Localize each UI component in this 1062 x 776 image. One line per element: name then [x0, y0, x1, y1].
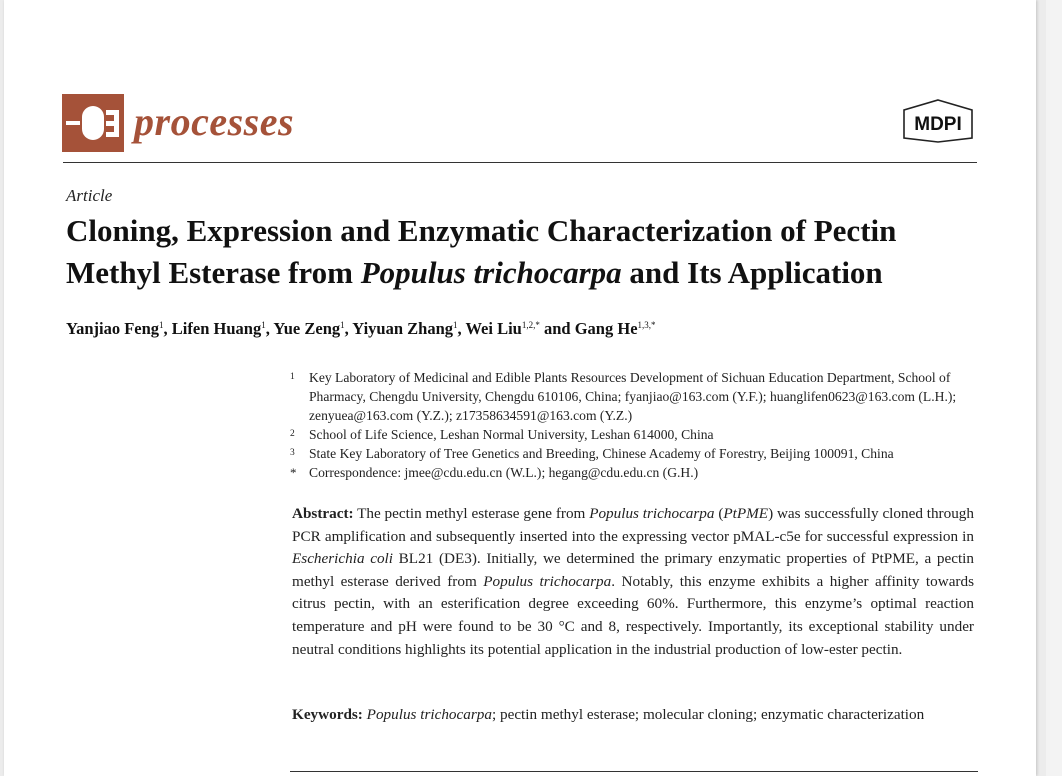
keyword-species: Populus trichocarpa	[366, 706, 492, 723]
publisher-logo-icon	[900, 98, 976, 144]
scrollbar-track[interactable]	[1046, 0, 1062, 776]
affiliation-list	[290, 368, 980, 482]
journal-logo-icon	[62, 94, 124, 152]
abstract-species: Populus trichocarpa	[483, 572, 612, 590]
abstract	[292, 503, 974, 661]
abstract-label: Abstract:	[292, 505, 354, 522]
author-name: Yiyuan Zhang	[352, 319, 454, 338]
affiliation-text: Key Laboratory of Medicinal and Edible Plants Resources Development of Sichuan Education Department, School of Pharmacy, Chengdu University, Chengdu 610106, China; fyanjiao@163.com (Y.F.); huanglifen0623@163.com (L.H.); zenyuea@163.com (Y.Z.); z17358634591@163.com (Y.Z.)	[309, 370, 957, 423]
affiliation-number: 1	[290, 372, 295, 382]
author-affiliation-mark: 1	[453, 320, 458, 330]
author-separator: ,	[163, 319, 172, 338]
keywords	[292, 704, 974, 727]
title-text-end: and Its Application	[621, 255, 883, 290]
title-text: Cloning, Expression and Enzymatic Characterization of Pectin Methyl Esterase from	[66, 213, 897, 290]
author-affiliation-mark: 1,3,*	[637, 320, 656, 330]
author-affiliation-mark: 1	[159, 320, 164, 330]
author-name: Wei Liu	[465, 319, 522, 338]
abstract-text: The pectin methyl esterase gene from	[353, 505, 590, 522]
author-list	[66, 314, 976, 340]
author-separator: ,	[457, 319, 466, 338]
author-name: Gang He	[574, 319, 638, 338]
affiliation-item	[290, 425, 980, 444]
correspondence-mark: *	[290, 465, 297, 480]
author-name: Yanjiao Feng	[66, 319, 160, 338]
affiliation-text: School of Life Science, Leshan Normal University, Leshan 614000, China	[309, 427, 714, 442]
author-affiliation-mark: 1,2,*	[521, 320, 540, 330]
author-affiliation-mark: 1	[340, 320, 345, 330]
correspondence-item	[290, 463, 980, 482]
author-name: Yue Zeng	[273, 319, 341, 338]
author-separator: ,	[344, 319, 353, 338]
abstract-text: (	[714, 505, 724, 522]
keywords-text: ; pectin methyl esterase; molecular cloning; enzymatic characterization	[491, 706, 925, 723]
abstract-text: ) was successfully cloned through PCR amplification and subsequently inserted into the expressing vector pMAL-c5e for successful expression in	[292, 505, 974, 545]
abstract-species: Escherichia coli	[292, 550, 393, 568]
author-affiliation-mark: 1	[261, 320, 266, 330]
affiliation-number: 2	[290, 429, 295, 439]
article-title	[66, 210, 976, 294]
correspondence-text: Correspondence: jmee@cdu.edu.cn (W.L.); hegang@cdu.edu.cn (G.H.)	[309, 465, 699, 480]
affiliation-number: 3	[290, 448, 295, 458]
affiliation-text: State Key Laboratory of Tree Genetics and Breeding, Chinese Academy of Forestry, Beijing 100091, China	[309, 446, 894, 461]
abstract-text: . Notably, this enzyme exhibits a higher affinity towards citrus pectin, with an esterification degree exceeding 60%. Furthermore, this enzyme’s optimal reaction temperature and pH were found to be 30 °C and 8, respectively. Importantly, its exceptional stability under neutral conditions highlights its potential application in the industrial production of low-ester pectin.	[292, 572, 974, 658]
title-species: Populus trichocarpa	[360, 255, 622, 290]
author-separator: and	[539, 319, 575, 338]
affiliation-item	[290, 444, 980, 463]
journal-name: processes	[134, 99, 295, 144]
keywords-label: Keywords:	[292, 706, 363, 723]
abstract-species: Populus trichocarpa	[589, 505, 715, 522]
author-name: Lifen Huang	[171, 319, 262, 338]
author-separator: ,	[265, 319, 274, 338]
affiliation-item	[290, 368, 980, 425]
abstract-gene-name: PtPME	[723, 505, 769, 522]
article-type: Article	[66, 186, 113, 205]
abstract-text: BL21 (DE3). Initially, we determined the primary enzymatic properties of PtPME, a pectin methyl esterase derived from	[292, 550, 974, 590]
section-divider	[290, 771, 978, 772]
publisher-name: MDPI	[914, 114, 962, 135]
header-divider	[63, 162, 977, 163]
